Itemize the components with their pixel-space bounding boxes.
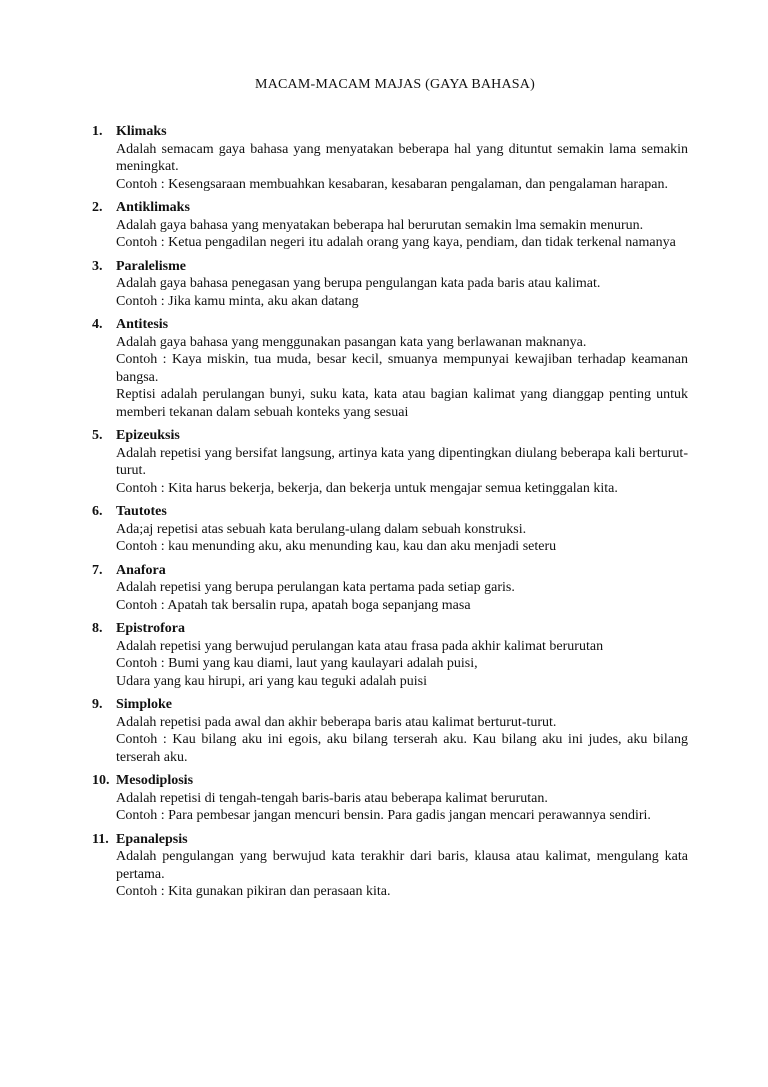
item-paragraph: Reptisi adalah perulangan bunyi, suku kata, kata atau bagian kalimat yang dianggap penting untuk memberi tekanan dalam sebuah konteks yang sesuai	[116, 387, 688, 420]
item-content	[116, 258, 688, 311]
item-content	[116, 772, 688, 825]
item-paragraph: Adalah repetisi pada awal dan akhir beberapa baris atau kalimat berturut-turut.	[116, 714, 557, 730]
item-paragraph: Contoh : kau menunding aku, aku menunding kau, kau dan aku menjadi seteru	[116, 539, 557, 554]
item-content	[116, 123, 688, 193]
list-item	[92, 123, 688, 193]
item-number: 4.	[92, 317, 103, 332]
item-term: Klimaks	[116, 124, 167, 139]
item-paragraph: Adalah repetisi yang bersifat langsung, artinya kata yang dipentingkan diulang beberapa kali berturut-turut.	[116, 445, 688, 478]
item-paragraph: Contoh : Kesengsaraan membuahkan kesabaran, kesabaran pengalaman, dan pengalaman harapan.	[116, 176, 668, 192]
item-paragraph: Ada;aj repetisi atas sebuah kata berulang-ulang dalam sebuah konstruksi.	[116, 521, 527, 537]
item-paragraph: Contoh : Kita harus bekerja, bekerja, dan bekerja untuk mengajar semua ketinggalan kita.	[116, 480, 618, 496]
item-paragraph: Adalah repetisi yang berwujud perulangan kata atau frasa pada akhir kalimat berurutan	[116, 638, 604, 654]
list-item	[92, 199, 688, 252]
item-paragraph: Adalah gaya bahasa penegasan yang berupa pengulangan kata pada baris atau kalimat.	[116, 276, 601, 291]
item-content	[116, 562, 688, 615]
item-number: 5.	[92, 428, 103, 443]
item-number: 11.	[92, 831, 109, 847]
item-paragraph: Adalah gaya bahasa yang menyatakan beberapa hal berurutan semakin lma semakin menurun.	[116, 217, 644, 233]
item-number: 10.	[92, 773, 110, 788]
item-content	[116, 427, 688, 497]
list-item	[92, 503, 688, 556]
item-content	[116, 503, 688, 556]
item-term: Tautotes	[116, 504, 167, 519]
item-term: Mesodiplosis	[116, 773, 194, 788]
list-item	[92, 620, 688, 690]
list-item	[92, 258, 688, 311]
item-paragraph: Contoh : Jika kamu minta, aku akan datang	[116, 293, 359, 309]
item-paragraph: Contoh : Para pembesar jangan mencuri bensin. Para gadis jangan mencari perawannya sendiri.	[116, 808, 651, 823]
list-item	[92, 772, 688, 825]
item-paragraph: Contoh : Ketua pengadilan negeri itu adalah orang yang kaya, pendiam, dan tidak terkenal namanya	[116, 235, 676, 250]
majas-list	[92, 123, 688, 901]
item-term: Paralelisme	[116, 258, 186, 274]
item-paragraph: Contoh : Kau bilang aku ini egois, aku bilang terserah aku. Kau bilang aku ini judes, aku bilang terserah aku.	[116, 732, 688, 765]
list-item	[92, 831, 688, 901]
item-term: Antiklimaks	[116, 200, 190, 215]
item-paragraph: Contoh : Apatah tak bersalin rupa, apatah boga sepanjang masa	[116, 597, 471, 613]
item-term: Epistrofora	[116, 621, 185, 636]
item-content	[116, 696, 688, 766]
list-item	[92, 427, 688, 497]
list-item	[92, 562, 688, 615]
item-content	[116, 620, 688, 690]
item-number: 7.	[92, 562, 103, 578]
item-number: 1.	[92, 124, 103, 139]
item-content	[116, 199, 688, 252]
item-number: 9.	[92, 697, 103, 712]
item-paragraph: Adalah semacam gaya bahasa yang menyatakan beberapa hal yang dituntut semakin lama semakin meningkat.	[116, 141, 688, 174]
item-paragraph: Adalah repetisi di tengah-tengah baris-baris atau beberapa kalimat berurutan.	[116, 790, 548, 806]
item-paragraph: Adalah gaya bahasa yang menggunakan pasangan kata yang berlawanan maknanya.	[116, 334, 587, 350]
item-content	[116, 316, 688, 421]
list-item	[92, 696, 688, 766]
item-number: 3.	[92, 258, 103, 274]
item-paragraph: Contoh : Kita gunakan pikiran dan perasaan kita.	[116, 884, 391, 899]
item-paragraph: Adalah pengulangan yang berwujud kata terakhir dari baris, klausa atau kalimat, mengulang kata pertama.	[116, 849, 688, 882]
document-title: MACAM-MACAM MAJAS (GAYA BAHASA)	[255, 77, 535, 92]
item-term: Antitesis	[116, 317, 169, 332]
item-paragraph: Adalah repetisi yang berupa perulangan kata pertama pada setiap garis.	[116, 580, 515, 595]
item-term: Simploke	[116, 697, 173, 712]
item-number: 2.	[92, 200, 103, 215]
item-term: Epanalepsis	[116, 831, 188, 847]
item-term: Epizeuksis	[116, 428, 180, 443]
item-term: Anafora	[116, 562, 166, 578]
item-paragraph: Contoh : Kaya miskin, tua muda, besar kecil, smuanya mempunyai kewajiban terhadap keamanan bangsa.	[116, 352, 688, 385]
item-paragraph: Udara yang kau hirupi, ari yang kau teguki adalah puisi	[116, 673, 428, 689]
item-paragraph: Contoh : Bumi yang kau diami, laut yang kaulayari adalah puisi,	[116, 656, 478, 671]
list-item	[92, 316, 688, 421]
item-number: 6.	[92, 504, 103, 519]
item-number: 8.	[92, 621, 103, 636]
item-content	[116, 831, 688, 901]
